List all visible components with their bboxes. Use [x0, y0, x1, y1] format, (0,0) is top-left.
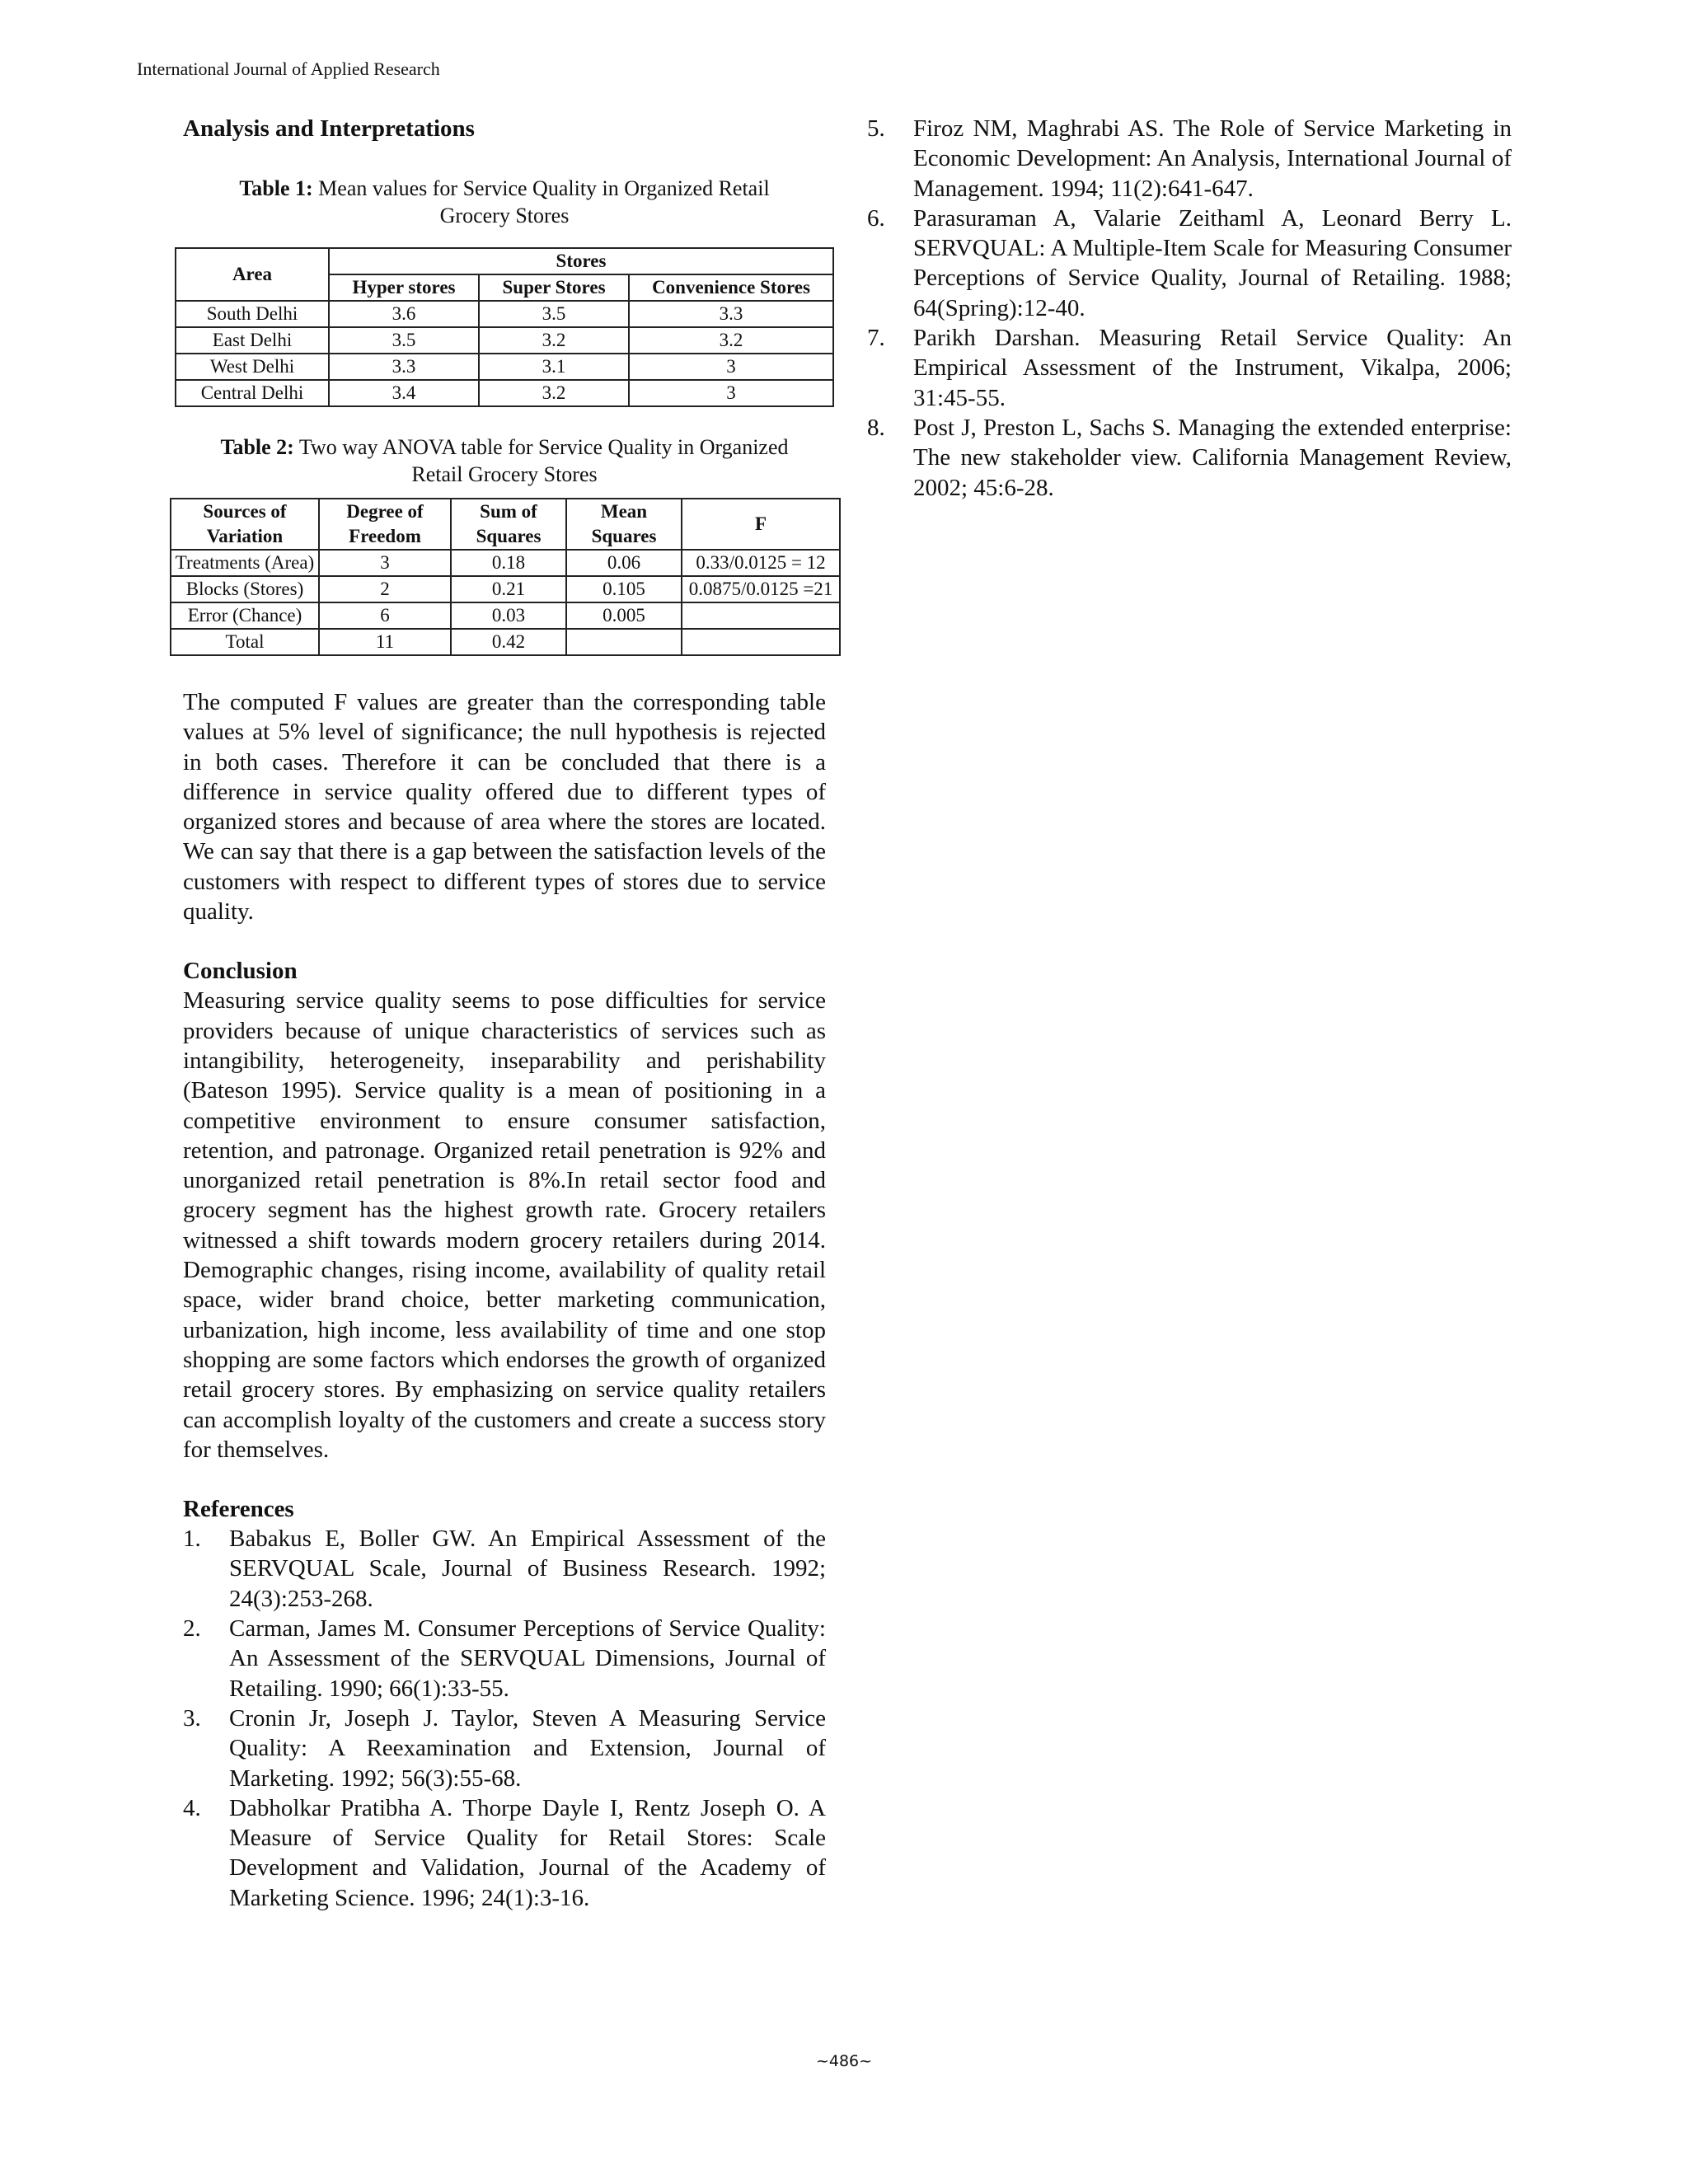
journal-header: International Journal of Applied Research [137, 59, 440, 79]
ss-cell: 0.21 [451, 576, 566, 602]
df-cell: 2 [319, 576, 451, 602]
table2-caption-text: Two way ANOVA table for Service Quality in Organized Retail Grocery Stores [298, 435, 789, 486]
reference-number: 4. [183, 1794, 201, 1821]
column-header: Sum of Squares [451, 499, 566, 550]
reference-number: 6. [867, 204, 885, 232]
reference-item [867, 204, 1512, 323]
reference-item [183, 1524, 826, 1614]
table-row [176, 380, 833, 406]
reference-item [183, 1704, 826, 1793]
table1-label: Table 1: [239, 176, 313, 200]
table2-caption [216, 434, 793, 488]
column-header: Super Stores [479, 274, 629, 301]
reference-text: Carman, James M. Consumer Perceptions of Service Quality: An Assessment of the SERVQUAL Dimensions, Journal of Retailing. 1990; 66(1):33-55. [229, 1615, 826, 1702]
df-cell: 6 [319, 602, 451, 629]
source-cell: Error (Chance) [171, 602, 319, 629]
value-cell: 3 [629, 354, 833, 380]
area-cell: West Delhi [176, 354, 329, 380]
table1-caption [216, 175, 793, 229]
reference-list-right [867, 114, 1512, 503]
area-header: Area [176, 248, 329, 301]
table2-label: Table 2: [220, 435, 294, 459]
source-cell: Blocks (Stores) [171, 576, 319, 602]
value-cell: 3.2 [479, 380, 629, 406]
area-cell: East Delhi [176, 327, 329, 354]
analysis-heading: Analysis and Interpretations [183, 115, 475, 142]
ss-cell: 0.42 [451, 629, 566, 655]
value-cell: 3 [629, 380, 833, 406]
table-row [171, 602, 840, 629]
reference-list-left [183, 1524, 826, 1913]
value-cell: 3.1 [479, 354, 629, 380]
area-cell: Central Delhi [176, 380, 329, 406]
source-cell: Treatments (Area) [171, 550, 319, 576]
mean-values-table [175, 247, 834, 407]
table-row [171, 576, 840, 602]
value-cell: 3.2 [629, 327, 833, 354]
table-row [176, 301, 833, 327]
reference-item [183, 1614, 826, 1704]
reference-text: Dabholkar Pratibha A. Thorpe Dayle I, Rentz Joseph O. A Measure of Service Quality for Retail Stores: Scale Development and Validation, Journal of the Academy of Marketing Science. 1996; 24(1):3-16. [229, 1794, 826, 1911]
value-cell: 3.3 [329, 354, 479, 380]
reference-item [867, 323, 1512, 413]
conclusion-heading: Conclusion [183, 958, 298, 985]
column-header: Convenience Stores [629, 274, 833, 301]
reference-text: Firoz NM, Maghrabi AS. The Role of Service Marketing in Economic Development: An Analysis, International Journal of Management. 1994; 11(2):641-647. [913, 115, 1512, 202]
conclusion-paragraph: Measuring service quality seems to pose difficulties for service providers because of unique characteristics of services such as intangibility, heterogeneity, inseparability and perishability (Bateson 1995). Service quality is a mean of positioning in a competitive environment to ensure consumer satisfaction, retention, and patronage. Organized retail penetration is 92% and unorganized retail penetration is 8%.In retail sector food and grocery segment has the highest growth rate. Grocery retailers witnessed a shift towards modern grocery retailers during 2014. Demographic changes, rising income, availability of quality retail space, wider brand choice, better marketing communication, urbanization, high income, less availability of time and one stop shopping are some factors which endorses the growth of organized retail grocery stores. By emphasizing on service quality retailers can accomplish loyalty of the customers and create a success story for themselves. [183, 987, 826, 1463]
reference-item [867, 114, 1512, 204]
table-header-row [176, 248, 833, 274]
analysis-paragraph: The computed F values are greater than the corresponding table values at 5% level of significance; the null hypothesis is rejected in both cases. Therefore it can be concluded that there is a difference in service quality offered due to different types of organized stores and because of area where the stores are located. We can say that there is a gap between the satisfaction levels of the customers with respect to different types of stores due to service quality. [183, 689, 826, 926]
column-header: Mean Squares [566, 499, 682, 550]
page-number: ~486~ [815, 2052, 873, 2070]
df-cell: 11 [319, 629, 451, 655]
table-row [176, 327, 833, 354]
ss-cell: 0.03 [451, 602, 566, 629]
table-row [171, 629, 840, 655]
column-header: F [682, 499, 840, 550]
value-cell: 3.6 [329, 301, 479, 327]
reference-text: Parikh Darshan. Measuring Retail Service Quality: An Empirical Assessment of the Instrument, Vikalpa, 2006; 31:45-55. [913, 325, 1512, 411]
table-header-row [171, 499, 840, 550]
reference-number: 7. [867, 325, 885, 352]
value-cell: 3.5 [329, 327, 479, 354]
table1-caption-text: Mean values for Service Quality in Organized Retail Grocery Stores [318, 176, 770, 227]
value-cell: 3.4 [329, 380, 479, 406]
right-column [867, 114, 1512, 503]
area-cell: South Delhi [176, 301, 329, 327]
value-cell: 3.2 [479, 327, 629, 354]
reference-number: 5. [867, 115, 885, 142]
ms-cell: 0.06 [566, 550, 682, 576]
ss-cell: 0.18 [451, 550, 566, 576]
reference-text: Babakus E, Boller GW. An Empirical Assessment of the SERVQUAL Scale, Journal of Business Research. 1992; 24(3):253-268. [229, 1526, 826, 1612]
column-header: Sources of Variation [171, 499, 319, 550]
stores-header: Stores [329, 248, 833, 274]
value-cell: 3.5 [479, 301, 629, 327]
reference-number: 3. [183, 1704, 201, 1732]
column-header: Degree of Freedom [319, 499, 451, 550]
reference-item [183, 1793, 826, 1913]
f-cell: 0.33/0.0125 = 12 [682, 550, 840, 576]
f-cell [682, 602, 840, 629]
reference-number: 2. [183, 1615, 201, 1643]
table-row [176, 354, 833, 380]
f-cell: 0.0875/0.0125 =21 [682, 576, 840, 602]
ms-cell [566, 629, 682, 655]
ms-cell: 0.105 [566, 576, 682, 602]
value-cell: 3.3 [629, 301, 833, 327]
reference-number: 8. [867, 414, 885, 441]
source-cell: Total [171, 629, 319, 655]
references-heading: References [183, 1496, 294, 1523]
f-cell [682, 629, 840, 655]
ms-cell: 0.005 [566, 602, 682, 629]
left-column [175, 114, 833, 1913]
table-row [171, 550, 840, 576]
reference-text: Parasuraman A, Valarie Zeithaml A, Leonard Berry L. SERVQUAL: A Multiple-Item Scale for Measuring Consumer Perceptions of Service Quality, Journal of Retailing. 1988; 64(Spring):12-40. [913, 204, 1512, 321]
reference-item [867, 413, 1512, 503]
reference-text: Post J, Preston L, Sachs S. Managing the extended enterprise: The new stakeholder view. California Management Review, 2002; 45:6-28. [913, 414, 1512, 501]
df-cell: 3 [319, 550, 451, 576]
reference-text: Cronin Jr, Joseph J. Taylor, Steven A Measuring Service Quality: A Reexamination and Extension, Journal of Marketing. 1992; 56(3):55-68. [229, 1704, 826, 1792]
reference-number: 1. [183, 1526, 201, 1553]
column-header: Hyper stores [329, 274, 479, 301]
anova-table [170, 498, 841, 656]
